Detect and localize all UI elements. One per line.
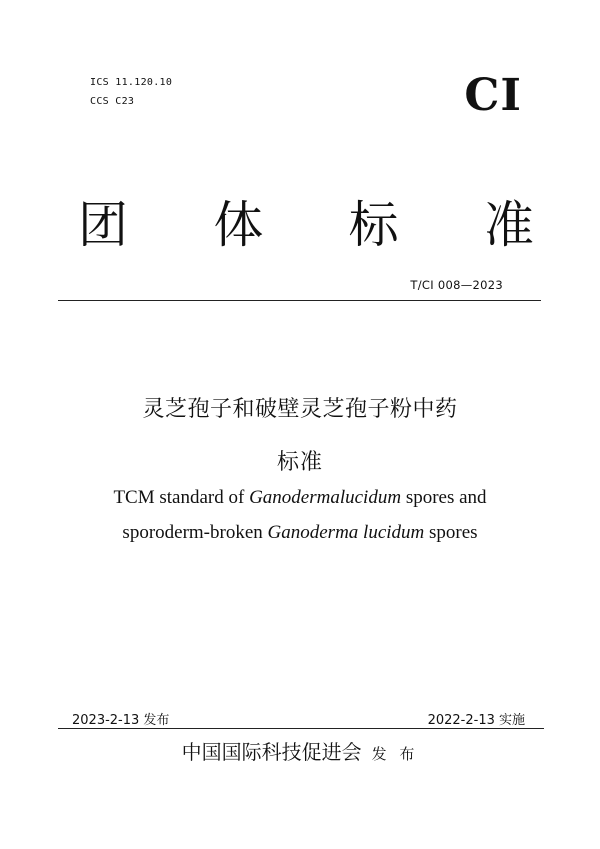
ci-logo: CI: [464, 70, 522, 121]
document-type-title: [78, 198, 534, 253]
english-title-italic: Ganodermalucidum: [249, 487, 402, 508]
ics-code: ICS 11.120.10: [90, 77, 173, 88]
doc-type-char: 团: [78, 196, 128, 254]
english-title-text: sporoderm-broken: [122, 522, 268, 543]
publisher-verb: 发 布: [371, 745, 419, 763]
english-title-text: TCM standard of: [113, 487, 250, 508]
standard-number: T/CI 008—2023: [410, 278, 503, 292]
english-title-text: spores: [424, 522, 478, 543]
top-divider: [58, 300, 541, 301]
ccs-code: CCS C23: [90, 96, 135, 107]
publisher-line: [0, 736, 600, 765]
english-title-line-1: [0, 487, 600, 509]
doc-type-char: 标: [348, 196, 399, 254]
implementation-date: 2022-2-13 实施: [427, 713, 525, 728]
publisher-name: 中国国际科技促进会: [181, 740, 362, 764]
doc-type-char: 准: [483, 196, 534, 254]
english-title-line-2: [0, 522, 600, 544]
doc-type-char: 体: [213, 196, 264, 254]
english-title-italic: Ganoderma lucidum: [267, 522, 425, 543]
bottom-divider: [58, 728, 544, 729]
chinese-title-line-1: 灵芝孢子和破壁灵芝孢子粉中药: [142, 397, 458, 422]
english-title-text: spores and: [401, 487, 487, 508]
chinese-title-line-2: 标准: [276, 450, 323, 475]
publish-date: 2023-2-13 发布: [72, 713, 170, 728]
